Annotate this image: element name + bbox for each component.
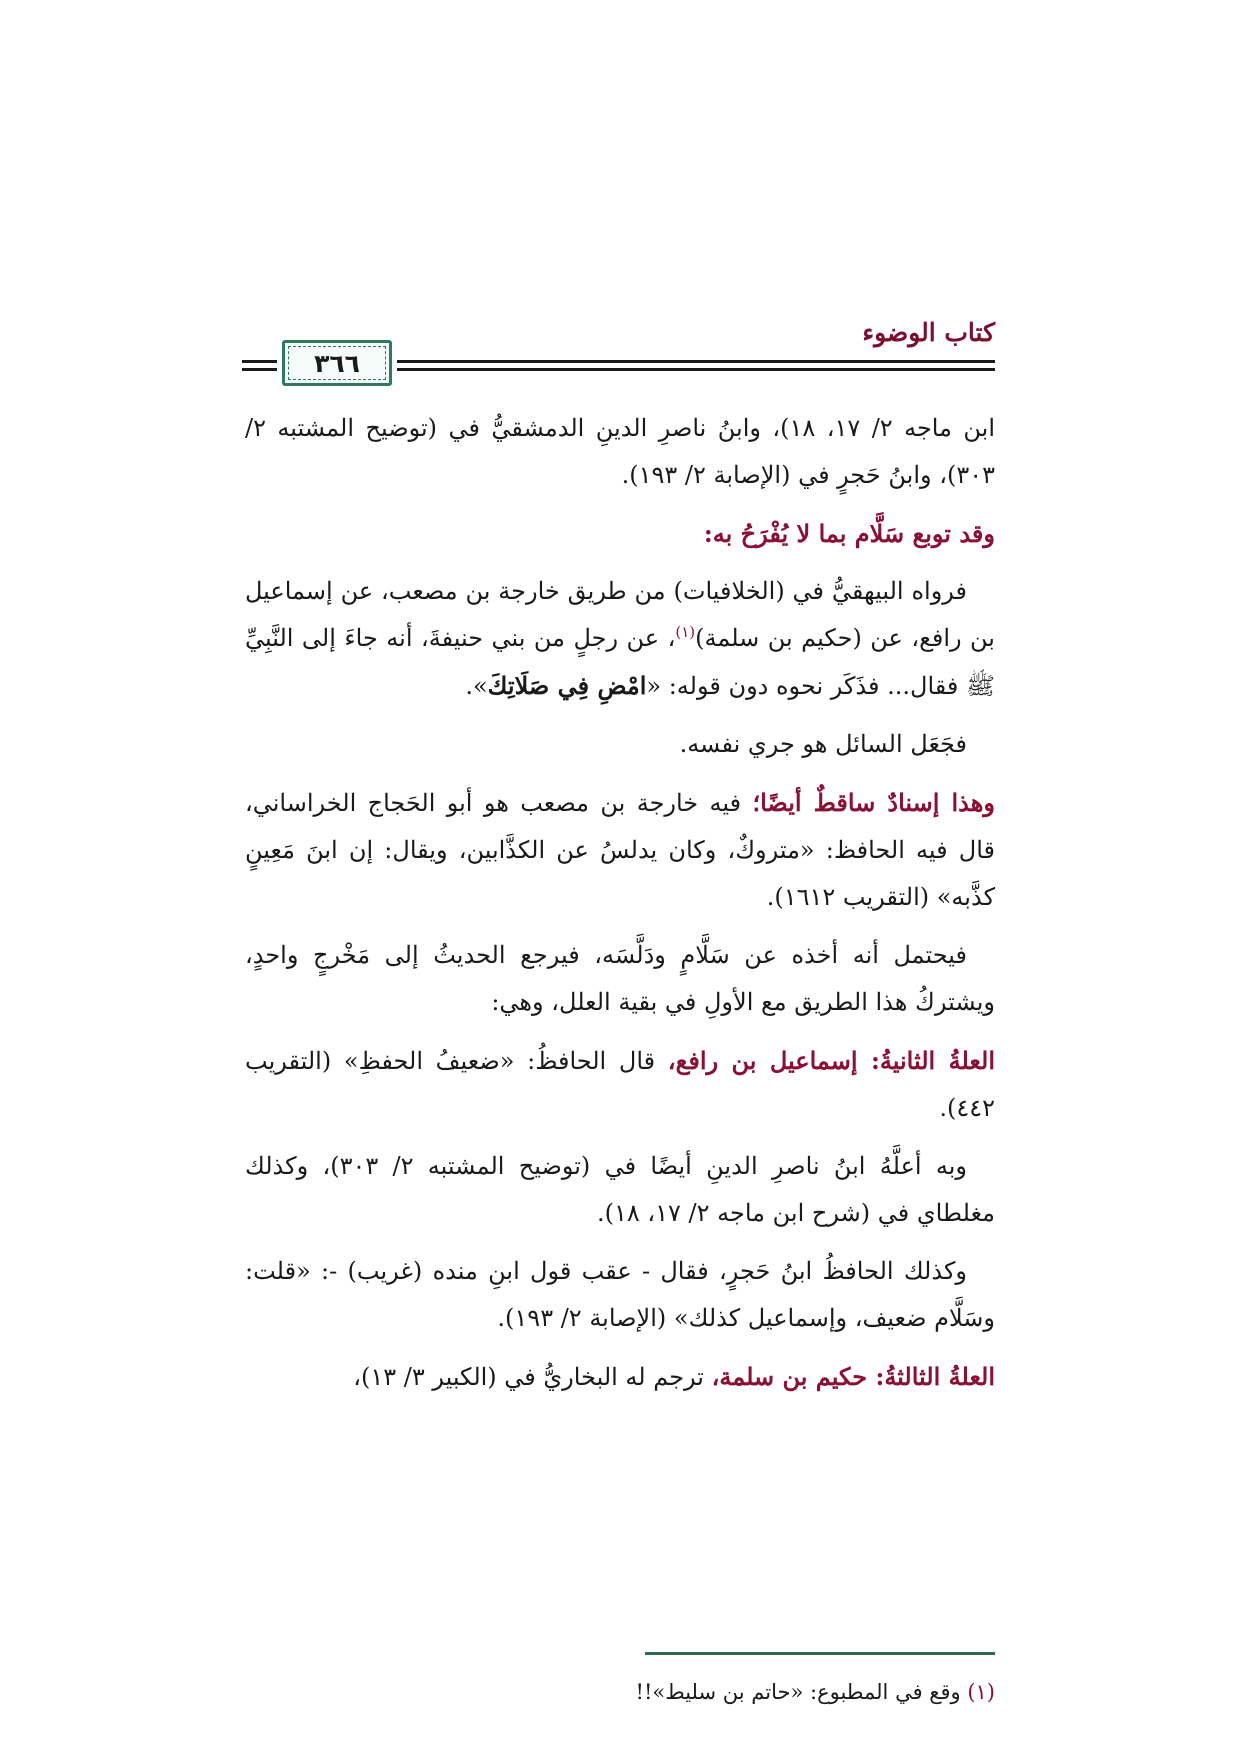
hadith-quote: امْضِ فِي صَلَاتِكَ — [487, 671, 647, 700]
paragraph-4: فجَعَل السائل هو جري نفسه. — [679, 730, 967, 758]
page-number: ٣٦٦ — [314, 348, 360, 378]
paragraph-7-label: العلةُ الثانيةُ: إسماعيل بن رافع، — [667, 1046, 995, 1075]
body-text — [245, 405, 995, 1412]
header-rule-left-bottom — [242, 368, 277, 371]
paragraph-9: وكذلك الحافظُ ابنُ حَجرٍ، فقال - عقب قول ابنِ منده (غريب) -: «قلت: وسَلَّام ضعيف، وإسماعيل كذلك» (الإصابة ٢/ ١٩٣). — [245, 1257, 995, 1332]
paragraph-3-text-b: ، عن رجلٍ من بني حنيفةَ، أنه جاءَ إلى النَّبِيِّ ﷺ فقال... فذَكَر نحوه دون قوله: « — [245, 624, 995, 700]
paragraph-5 — [245, 779, 995, 921]
footnote-divider — [645, 1652, 995, 1655]
section-heading: وقد توبع سَلَّام بما لا يُفْرَحُ به: — [703, 519, 995, 548]
footnote-marker: (١) — [967, 1680, 995, 1704]
paragraph-10-label: العلةُ الثالثةُ: حكيم بن سلمة، — [711, 1362, 995, 1391]
paragraph-10-text: ترجم له البخاريُّ في (الكبير ٣/ ١٣)، — [353, 1363, 712, 1391]
paragraph-10 — [245, 1353, 995, 1401]
running-header-title: كتاب الوضوء — [862, 318, 995, 347]
paragraph-7 — [245, 1037, 995, 1132]
footnote — [245, 1680, 995, 1704]
paragraph-5-label: وهذا إسنادٌ ساقطٌ أيضًا؛ — [752, 788, 996, 817]
footnote-text: وقع في المطبوع: «حاتم بن سليط»!! — [635, 1680, 968, 1704]
header-rule-bottom — [397, 368, 995, 371]
paragraph-1: ابن ماجه ٢/ ١٧، ١٨)، وابنُ ناصرِ الدينِ الدمشقيُّ في (توضيح المشتبه ٢/ ٣٠٣)، وابنُ حَجرٍ في (الإصابة ٢/ ١٩٣). — [245, 414, 996, 489]
paragraph-7-text: قال الحافظُ: «ضعيفُ الحفظِ» (التقريب ٤٤٢). — [245, 1047, 995, 1122]
paragraph-3-text-a: فرواه البيهقيُّ في (الخلافيات) من طريق خارجة بن مصعب، عن إسماعيل بن رافع، عن (حكيم بن سلمة) — [245, 577, 995, 652]
paragraph-3-text-c: ». — [465, 672, 488, 700]
paragraph-3 — [245, 568, 995, 710]
paragraph-8: وبه أعلَّهُ ابنُ ناصرِ الدينِ أيضًا في (توضيح المشتبه ٢/ ٣٠٣)، وكذلك مغلطاي في (شرح ابن ماجه ٢/ ١٧، ١٨). — [245, 1152, 995, 1227]
paragraph-5-text: فيه خارجة بن مصعب هو أبو الحَجاج الخراساني، قال فيه الحافظ: «متروكٌ، وكان يدلسُ عن الكذَّابين، ويقال: إن ابنَ مَعِينٍ كذَّبه» (التقريب ١٦١٢). — [245, 789, 995, 911]
paragraph-6: فيحتمل أنه أخذه عن سَلَّامٍ ودَلَّسَه، فيرجع الحديثُ إلى مَخْرجٍ واحدٍ، ويشتركُ هذا الطريق مع الأولِ في بقية العلل، وهي: — [245, 941, 995, 1016]
header-rule-left-top — [242, 360, 277, 363]
header-rule-top — [397, 360, 995, 363]
footnote-reference[interactable]: (١) — [675, 623, 696, 641]
page-number-frame — [282, 340, 392, 386]
